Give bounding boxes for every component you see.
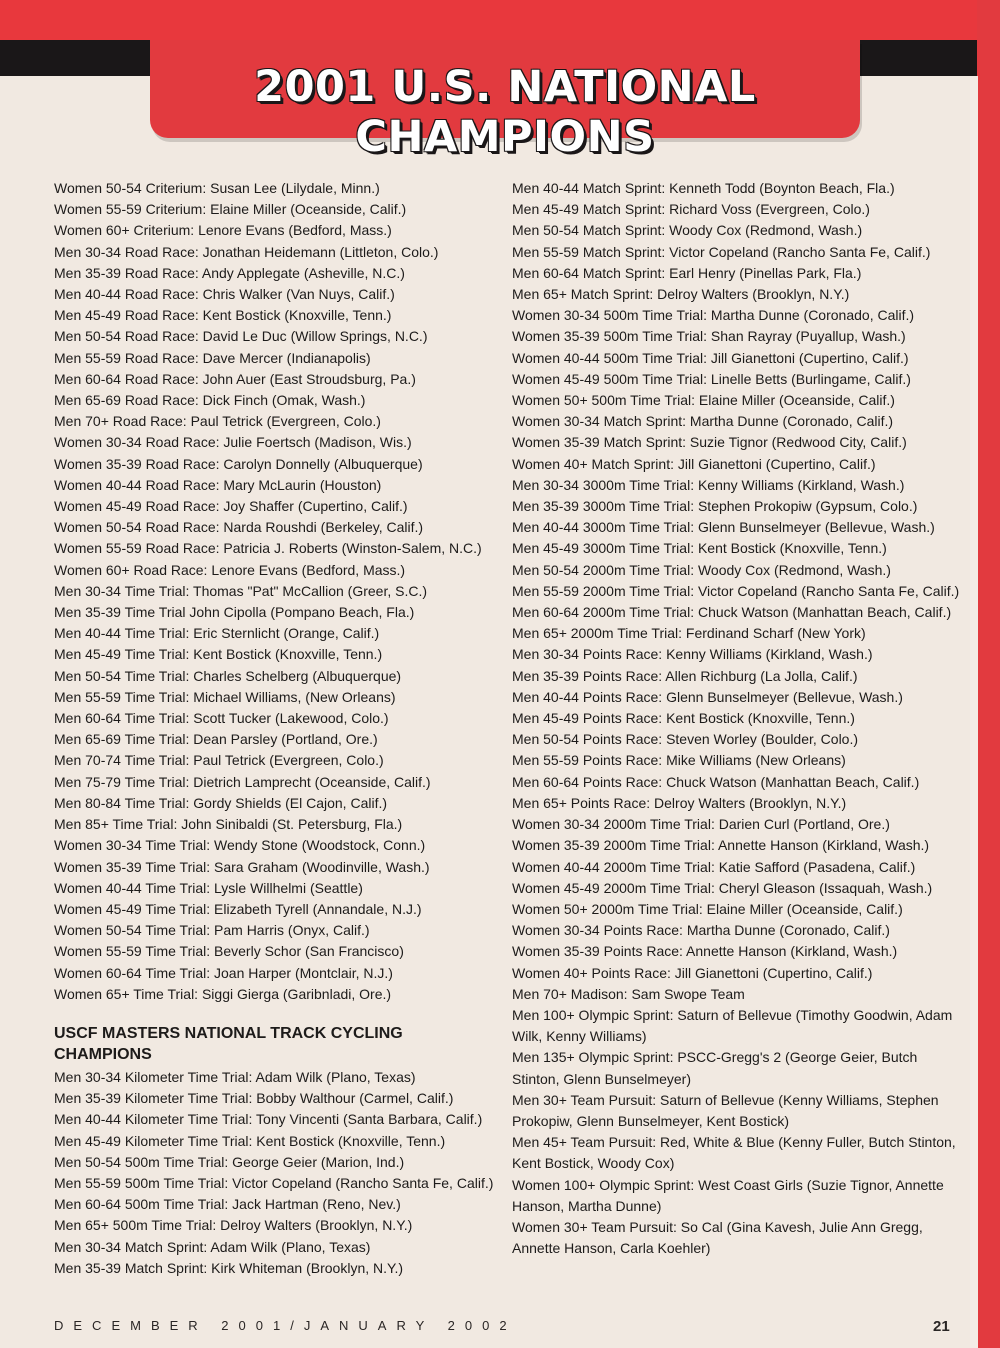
champion-entry: Men 50-54 Points Race: Steven Worley (Boulder, Colo.) bbox=[512, 731, 859, 748]
champion-entry: Men 50-54 Road Race: David Le Duc (Willow Springs, N.C.) bbox=[54, 328, 428, 345]
champion-entry: Women 30-34 Match Sprint: Martha Dunne (Coronado, Calif.) bbox=[512, 413, 894, 430]
champion-entry: Men 70-74 Time Trial: Paul Tetrick (Evergreen, Colo.) bbox=[54, 752, 384, 769]
champion-entry: Men 35-39 3000m Time Trial: Stephen Prokopiw (Gypsum, Colo.) bbox=[512, 498, 918, 515]
champion-entry: Men 45-49 Match Sprint: Richard Voss (Evergreen, Colo.) bbox=[512, 201, 870, 218]
champion-entry: Men 55-59 Points Race: Mike Williams (New Orleans) bbox=[512, 752, 846, 769]
champion-entry: Women 35-39 Road Race: Carolyn Donnelly (Albuquerque) bbox=[54, 455, 423, 472]
champion-entry: Men 45-49 Kilometer Time Trial: Kent Bostick (Knoxville, Tenn.) bbox=[54, 1132, 446, 1149]
champion-entry: Women 30+ Team Pursuit: So Cal (Gina Kavesh, Julie Ann Gregg, Annette Hanson, Carla Koehler) bbox=[512, 1218, 923, 1257]
champion-entry: Men 65+ Match Sprint: Delroy Walters (Brooklyn, N.Y.) bbox=[512, 286, 850, 303]
champion-entry: Women 35-39 Time Trial: Sara Graham (Woodinville, Wash.) bbox=[54, 858, 430, 875]
champion-entry: Women 50+ 2000m Time Trial: Elaine Miller (Oceanside, Calif.) bbox=[512, 900, 903, 917]
champion-entry: Men 60-64 Road Race: John Auer (East Stroudsburg, Pa.) bbox=[54, 370, 416, 387]
champion-entry: Men 35-39 Road Race: Andy Applegate (Asheville, N.C.) bbox=[54, 264, 405, 281]
top-red-bar bbox=[0, 0, 1000, 42]
champion-entry: Men 75-79 Time Trial: Dietrich Lamprecht (Oceanside, Calif.) bbox=[54, 773, 431, 790]
champion-entry: Men 50-54 2000m Time Trial: Woody Cox (Redmond, Wash.) bbox=[512, 561, 891, 578]
champion-entry: Men 45-49 3000m Time Trial: Kent Bostick (Knoxville, Tenn.) bbox=[512, 540, 887, 557]
champion-entry: Women 65+ Time Trial: Siggi Gierga (Garibnladi, Ore.) bbox=[54, 985, 392, 1002]
champion-entry: Women 45-49 2000m Time Trial: Cheryl Gleason (Issaquah, Wash.) bbox=[512, 879, 933, 896]
champion-entry: Women 40-44 Time Trial: Lysle Willhelmi (Seattle) bbox=[54, 879, 363, 896]
champion-entry: Men 35-39 Time Trial John Cipolla (Pompano Beach, Fla.) bbox=[54, 604, 415, 621]
champion-entry: Men 55-59 500m Time Trial: Victor Copeland (Rancho Santa Fe, Calif.) bbox=[54, 1174, 494, 1191]
champion-entry: Women 35-39 Match Sprint: Suzie Tignor (Redwood City, Calif.) bbox=[512, 434, 907, 451]
left-column bbox=[54, 178, 494, 1279]
champion-entry: Women 50+ 500m Time Trial: Elaine Miller (Oceanside, Calif.) bbox=[512, 392, 895, 409]
champion-entry: Women 55-59 Criterium: Elaine Miller (Oceanside, Calif.) bbox=[54, 201, 407, 218]
champion-entry: Men 60-64 Points Race: Chuck Watson (Manhattan Beach, Calif.) bbox=[512, 773, 920, 790]
champion-entry: Men 35-39 Match Sprint: Kirk Whiteman (Brooklyn, N.Y.) bbox=[54, 1259, 404, 1276]
champion-entry: Women 60+ Criterium: Lenore Evans (Bedford, Mass.) bbox=[54, 222, 392, 239]
champion-entry: Men 85+ Time Trial: John Sinibaldi (St. Petersburg, Fla.) bbox=[54, 816, 403, 833]
champion-entry: Men 60-64 Match Sprint: Earl Henry (Pinellas Park, Fla.) bbox=[512, 264, 862, 281]
champion-entry: Men 30-34 3000m Time Trial: Kenny Williams (Kirkland, Wash.) bbox=[512, 476, 905, 493]
champion-entry: Women 45-49 500m Time Trial: Linelle Betts (Burlingame, Calif.) bbox=[512, 370, 911, 387]
right-page-edge bbox=[970, 76, 978, 1348]
champion-entry: Men 30-34 Match Sprint: Adam Wilk (Plano, Texas) bbox=[54, 1238, 371, 1255]
track-champions-list bbox=[54, 1067, 494, 1279]
champion-entry: Men 55-59 Match Sprint: Victor Copeland (Rancho Santa Fe, Calif.) bbox=[512, 243, 931, 260]
champion-entry: Women 40-44 500m Time Trial: Jill Gianettoni (Cupertino, Calif.) bbox=[512, 349, 909, 366]
champion-entry: Men 35-39 Kilometer Time Trial: Bobby Walthour (Carmel, Calif.) bbox=[54, 1090, 454, 1107]
champion-entry: Men 30-34 Points Race: Kenny Williams (Kirkland, Wash.) bbox=[512, 646, 873, 663]
champion-entry: Women 50-54 Criterium: Susan Lee (Lilydale, Minn.) bbox=[54, 180, 380, 196]
champion-entry: Men 40-44 3000m Time Trial: Glenn Bunselmeyer (Bellevue, Wash.) bbox=[512, 519, 935, 536]
champion-entry: Women 55-59 Road Race: Patricia J. Roberts (Winston-Salem, N.C.) bbox=[54, 540, 482, 557]
champion-entry: Men 30-34 Time Trial: Thomas "Pat" McCallion (Greer, S.C.) bbox=[54, 582, 428, 599]
champion-entry: Men 55-59 Time Trial: Michael Williams, (New Orleans) bbox=[54, 688, 396, 705]
champion-entry: Women 100+ Olympic Sprint: West Coast Girls (Suzie Tignor, Annette Hanson, Martha Dunne) bbox=[512, 1176, 944, 1214]
champion-entry: Men 65-69 Road Race: Dick Finch (Omak, Wash.) bbox=[54, 392, 366, 409]
right-red-stripe bbox=[977, 0, 1000, 1348]
champion-entry: Women 30-34 500m Time Trial: Martha Dunne (Coronado, Calif.) bbox=[512, 307, 915, 324]
champion-entry: Women 60+ Road Race: Lenore Evans (Bedford, Mass.) bbox=[54, 561, 406, 578]
champion-entry: Men 50-54 Time Trial: Charles Schelberg (Albuquerque) bbox=[54, 667, 402, 684]
champion-entry: Men 60-64 500m Time Trial: Jack Hartman (Reno, Nev.) bbox=[54, 1196, 401, 1213]
champion-entry: Men 80-84 Time Trial: Gordy Shields (El Cajon, Calif.) bbox=[54, 794, 388, 811]
champion-entry: Men 70+ Road Race: Paul Tetrick (Evergreen, Colo.) bbox=[54, 413, 381, 430]
champion-entry: Men 30-34 Kilometer Time Trial: Adam Wilk (Plano, Texas) bbox=[54, 1068, 416, 1085]
champion-entry: Men 135+ Olympic Sprint: PSCC-Gregg's 2 (George Geier, Butch Stinton, Glenn Bunselmeyer) bbox=[512, 1049, 918, 1087]
champion-entry: Women 40+ Match Sprint: Jill Gianettoni (Cupertino, Calif.) bbox=[512, 455, 876, 472]
champion-entry: Women 30-34 Road Race: Julie Foertsch (Madison, Wis.) bbox=[54, 434, 412, 451]
champion-entry: Women 45-49 Road Race: Joy Shaffer (Cupertino, Calif.) bbox=[54, 498, 408, 515]
issue-date: DECEMBER 2001/JANUARY 2002 bbox=[54, 1318, 517, 1333]
champion-entry: Men 30+ Team Pursuit: Saturn of Bellevue (Kenny Williams, Stephen Prokopiw, Glenn Bunselmeyer, Kent Bostick) bbox=[512, 1091, 939, 1129]
champion-entry: Men 60-64 Time Trial: Scott Tucker (Lakewood, Colo.) bbox=[54, 710, 389, 727]
track-champions-list-continued bbox=[512, 178, 960, 1259]
champion-entry: Men 40-44 Time Trial: Eric Sternlicht (Orange, Calif.) bbox=[54, 625, 380, 642]
champion-entry: Men 70+ Madison: Sam Swope Team bbox=[512, 985, 745, 1002]
champion-entry: Men 65+ 500m Time Trial: Delroy Walters (Brooklyn, N.Y.) bbox=[54, 1217, 413, 1234]
champion-entry: Women 50-54 Road Race: Narda Roushdi (Berkeley, Calif.) bbox=[54, 519, 424, 536]
champion-entry: Men 65-69 Time Trial: Dean Parsley (Portland, Ore.) bbox=[54, 731, 378, 748]
champion-entry: Men 45-49 Points Race: Kent Bostick (Knoxville, Tenn.) bbox=[512, 710, 855, 727]
champion-entry: Women 50-54 Time Trial: Pam Harris (Onyx, Calif.) bbox=[54, 922, 370, 939]
champion-entry: Women 30-34 Time Trial: Wendy Stone (Woodstock, Conn.) bbox=[54, 837, 426, 854]
champion-entry: Women 40-44 Road Race: Mary McLaurin (Houston) bbox=[54, 476, 382, 493]
champion-entry: Men 45+ Team Pursuit: Red, White & Blue (Kenny Fuller, Butch Stinton, Kent Bostick, Woody Cox) bbox=[512, 1134, 956, 1172]
champion-entry: Women 55-59 Time Trial: Beverly Schor (San Francisco) bbox=[54, 943, 404, 960]
champion-entry: Men 40-44 Kilometer Time Trial: Tony Vincenti (Santa Barbara, Calif.) bbox=[54, 1111, 483, 1128]
champion-entry: Women 35-39 2000m Time Trial: Annette Hanson (Kirkland, Wash.) bbox=[512, 837, 930, 854]
champion-entry: Women 35-39 500m Time Trial: Shan Rayray (Puyallup, Wash.) bbox=[512, 328, 906, 345]
champion-entry: Women 60-64 Time Trial: Joan Harper (Montclair, N.J.) bbox=[54, 964, 393, 981]
champion-entry: Men 100+ Olympic Sprint: Saturn of Bellevue (Timothy Goodwin, Adam Wilk, Kenny Williams) bbox=[512, 1006, 953, 1045]
champion-entry: Men 45-49 Road Race: Kent Bostick (Knoxville, Tenn.) bbox=[54, 307, 392, 324]
page-title: 2001 U.S. NATIONAL CHAMPIONS bbox=[254, 62, 756, 162]
champion-entry: Men 50-54 Match Sprint: Woody Cox (Redmond, Wash.) bbox=[512, 222, 863, 239]
road-champions-list bbox=[54, 178, 494, 1005]
champion-entry: Men 65+ Points Race: Delroy Walters (Brooklyn, N.Y.) bbox=[512, 794, 847, 811]
champion-entry: Men 65+ 2000m Time Trial: Ferdinand Scharf (New York) bbox=[512, 625, 866, 642]
champion-entry: Women 30-34 Points Race: Martha Dunne (Coronado, Calif.) bbox=[512, 922, 890, 939]
champion-entry: Men 40-44 Match Sprint: Kenneth Todd (Boynton Beach, Fla.) bbox=[512, 180, 895, 196]
champion-entry: Men 45-49 Time Trial: Kent Bostick (Knoxville, Tenn.) bbox=[54, 646, 383, 663]
champion-entry: Men 55-59 Road Race: Dave Mercer (Indianapolis) bbox=[54, 349, 371, 366]
title-banner bbox=[150, 40, 860, 162]
champion-entry: Men 30-34 Road Race: Jonathan Heidemann (Littleton, Colo.) bbox=[54, 243, 439, 260]
champion-entry: Men 60-64 2000m Time Trial: Chuck Watson (Manhattan Beach, Calif.) bbox=[512, 604, 952, 621]
right-column bbox=[512, 178, 960, 1259]
champion-entry: Women 40-44 2000m Time Trial: Katie Safford (Pasadena, Calif.) bbox=[512, 858, 916, 875]
section-heading: USCF MASTERS NATIONAL TRACK CYCLING CHAMPIONS bbox=[54, 1024, 403, 1063]
champion-entry: Men 35-39 Points Race: Allen Richburg (La Jolla, Calif.) bbox=[512, 667, 858, 684]
champion-entry: Women 40+ Points Race: Jill Gianettoni (Cupertino, Calif.) bbox=[512, 964, 873, 981]
champion-entry: Men 40-44 Road Race: Chris Walker (Van Nuys, Calif.) bbox=[54, 286, 395, 303]
champion-entry: Men 50-54 500m Time Trial: George Geier (Marion, Ind.) bbox=[54, 1153, 405, 1170]
champion-entry: Women 45-49 Time Trial: Elizabeth Tyrell (Annandale, N.J.) bbox=[54, 900, 422, 917]
champion-entry: Men 40-44 Points Race: Glenn Bunselmeyer (Bellevue, Wash.) bbox=[512, 688, 903, 705]
champion-entry: Men 55-59 2000m Time Trial: Victor Copeland (Rancho Santa Fe, Calif.) bbox=[512, 582, 960, 599]
champion-entry: Women 35-39 Points Race: Annette Hanson (Kirkland, Wash.) bbox=[512, 943, 898, 960]
page-number: 21 bbox=[933, 1318, 950, 1335]
champion-entry: Women 30-34 2000m Time Trial: Darien Curl (Portland, Ore.) bbox=[512, 816, 890, 833]
